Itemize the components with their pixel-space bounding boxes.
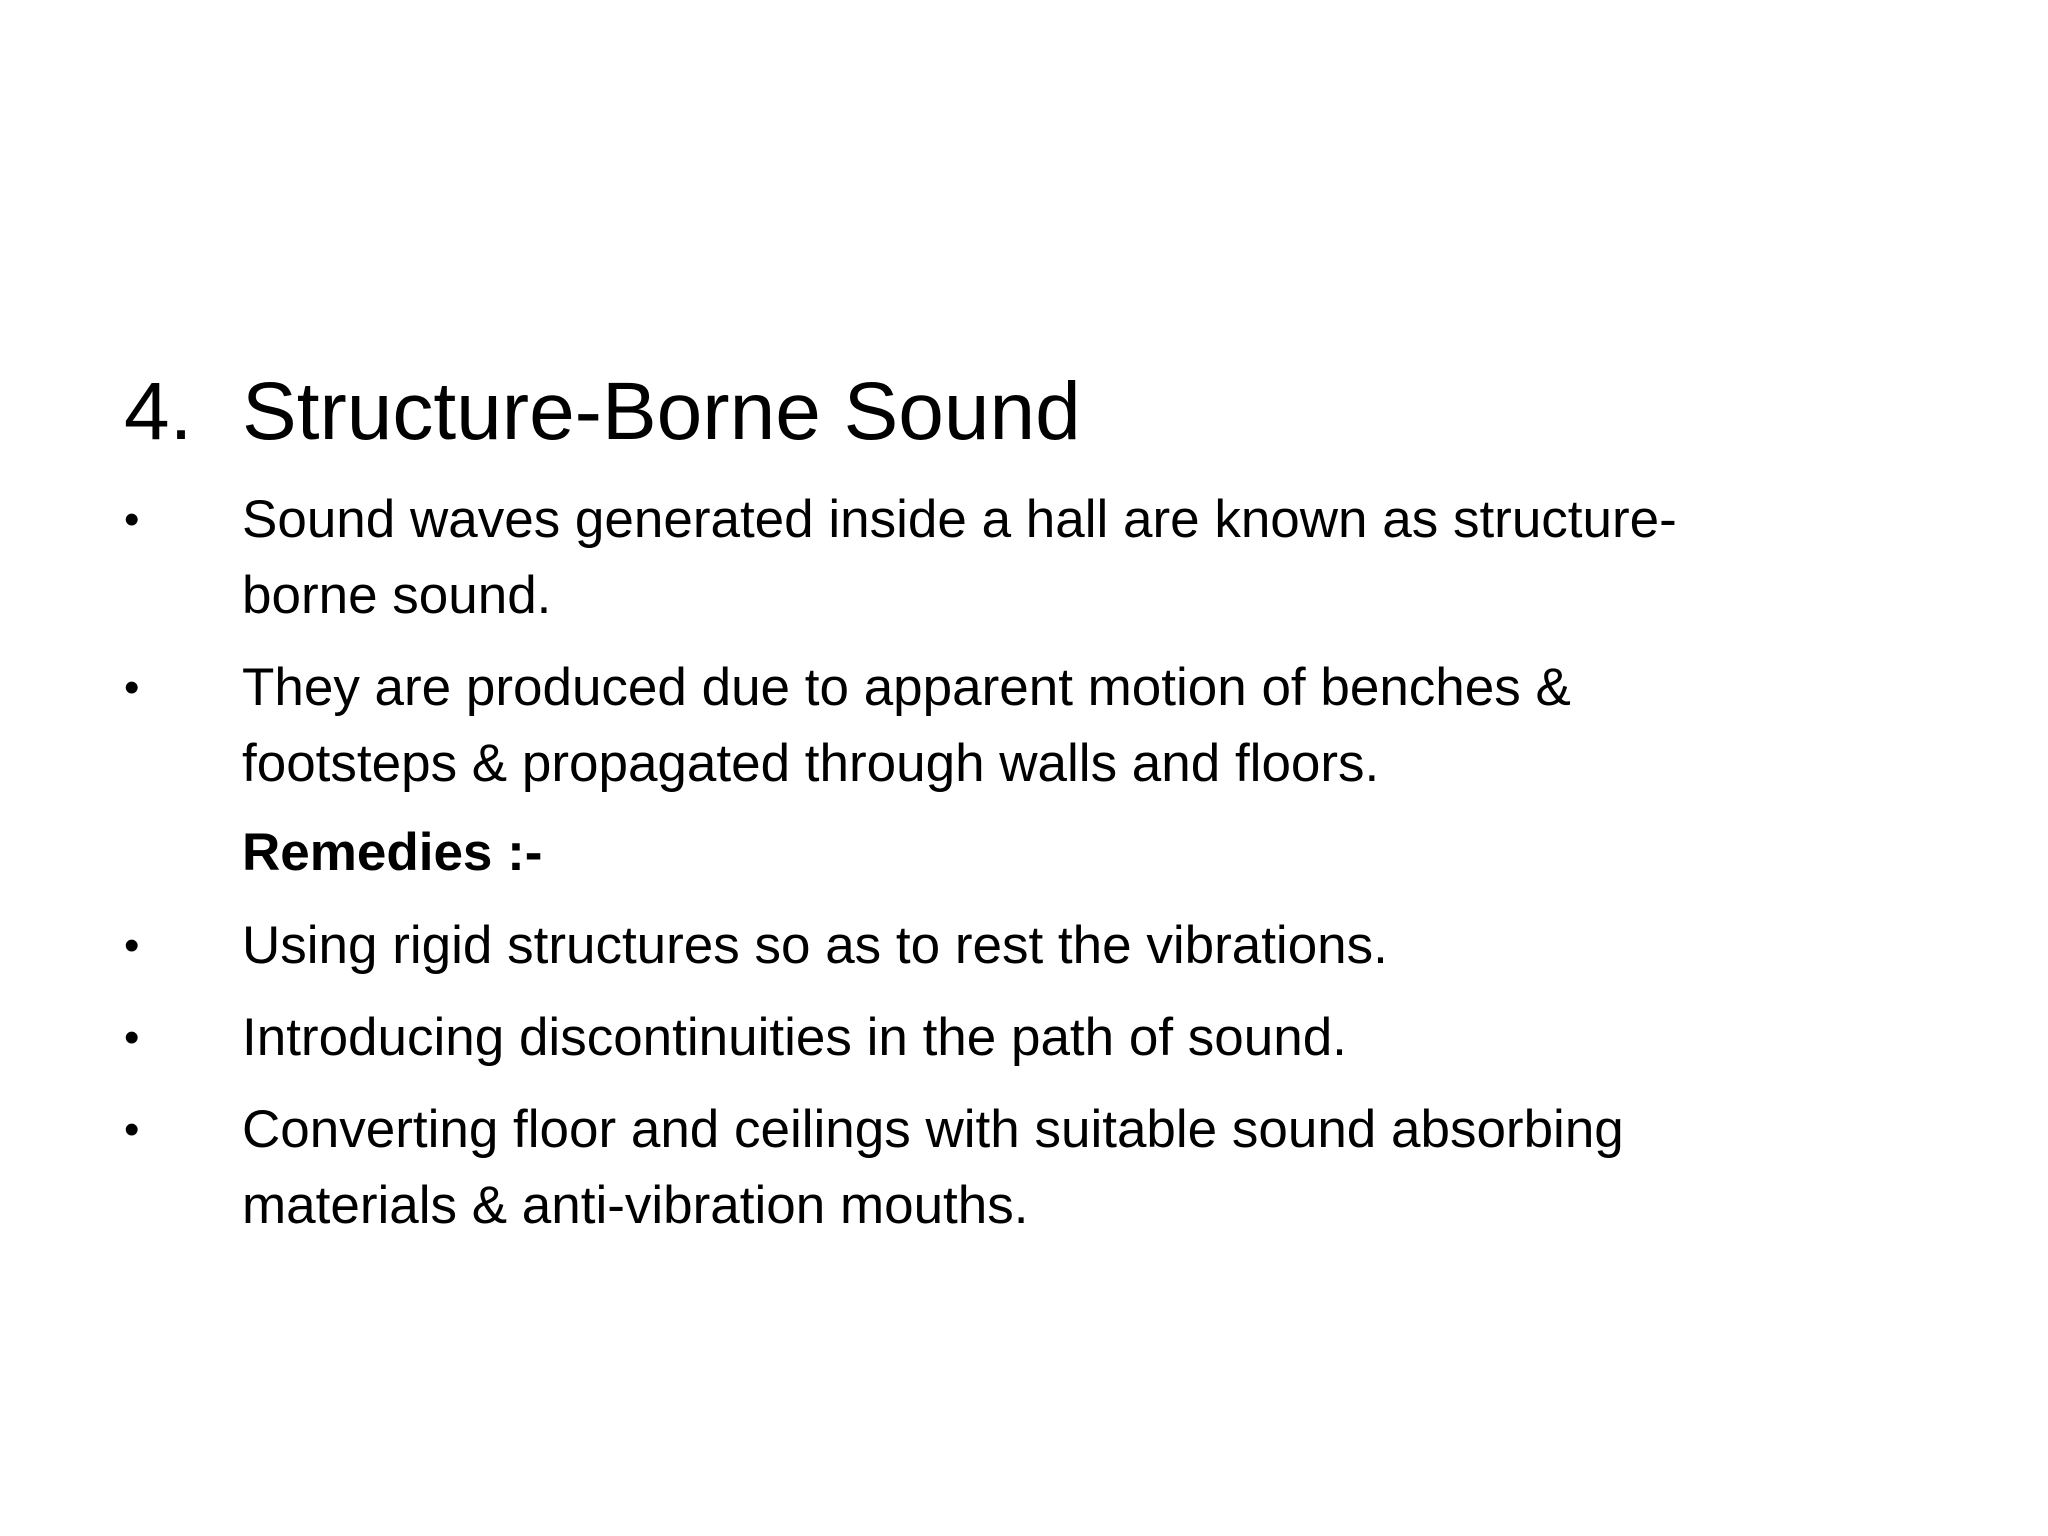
bullet-icon: • bbox=[124, 1105, 140, 1154]
bullet-icon: • bbox=[124, 921, 140, 970]
bullet-line: borne sound. bbox=[242, 566, 552, 625]
bullet-line: Sound waves generated inside a hall are known as structure- bbox=[242, 490, 1677, 549]
bullet-icon: • bbox=[124, 663, 140, 712]
bullet-text bbox=[242, 1092, 1922, 1244]
bullet-text bbox=[242, 1000, 1922, 1076]
bullet-text bbox=[242, 482, 1922, 634]
heading-title: Structure-Borne Sound bbox=[242, 366, 1081, 457]
bullet-line: Introducing discontinuities in the path of sound. bbox=[242, 1008, 1347, 1067]
bullet-text bbox=[242, 908, 1922, 984]
bullet-line: They are produced due to apparent motion of benches & bbox=[242, 658, 1571, 717]
slide-title bbox=[124, 362, 1081, 462]
remedies-label: Remedies :- bbox=[242, 823, 543, 882]
bullet-icon: • bbox=[124, 1013, 140, 1062]
bullet-icon: • bbox=[124, 495, 140, 544]
bullet-line: Using rigid structures so as to rest the vibrations. bbox=[242, 916, 1388, 975]
heading-number: 4. bbox=[124, 366, 193, 457]
bullet-text bbox=[242, 650, 1922, 802]
bullet-line: Converting floor and ceilings with suitable sound absorbing bbox=[242, 1100, 1624, 1159]
bullet-line: materials & anti-vibration mouths. bbox=[242, 1176, 1029, 1235]
bullet-line: footsteps & propagated through walls and floors. bbox=[242, 734, 1380, 793]
